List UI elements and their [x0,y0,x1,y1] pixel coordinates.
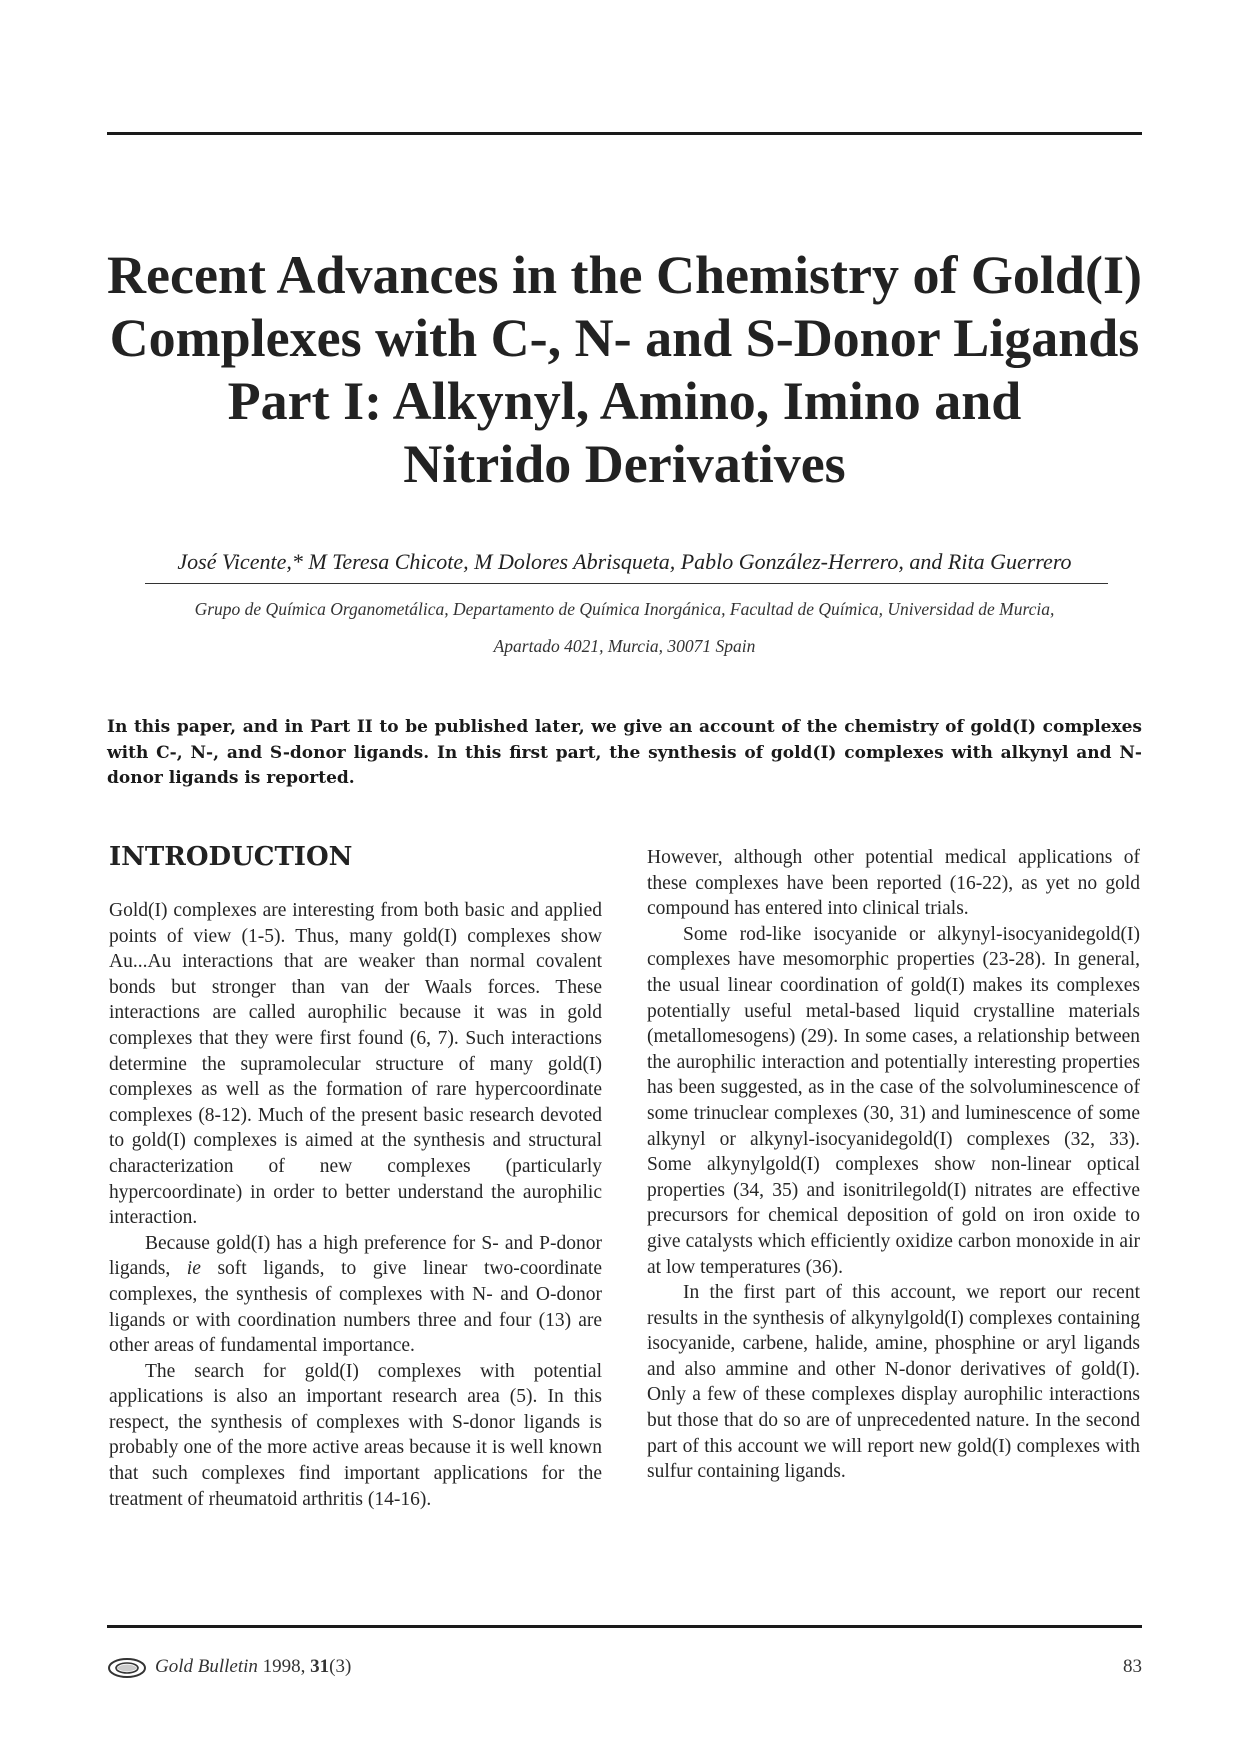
journal-issue: (3) [329,1656,352,1677]
journal-year: 1998, [262,1656,306,1677]
top-rule [107,132,1142,135]
journal-citation [155,1656,351,1678]
gold-bulletin-logo-icon [107,1657,147,1679]
paragraph-text: soft ligands, to give linear two-coordinate complexes, the synthesis of complexes with N- and O-donor ligands or with coordination numbers three and four (13) are other areas of fundamental importance. [109,1258,602,1357]
paragraph [109,1231,602,1359]
author-list [107,549,1142,575]
title-line-4: Nitrido Derivatives [403,434,846,495]
affiliation [107,591,1142,665]
affiliation-line-2: Apartado 4021, Murcia, 30071 Spain [493,636,756,656]
affiliation-rule [145,583,1108,584]
paragraph-text: Because gold(I) has a high preference for S- and P-donor ligands, [109,1232,602,1280]
journal-volume: 31 [310,1656,330,1677]
paragraph: Some rod-like isocyanide or alkynyl-isocyanidegold(I) complexes have mesomorphic properties (23-28). In general, the usual linear coordination of gold(I) makes its complexes potentially useful metal-based liquid crystalline materials (metallomesogens) (29). In some cases, a relationship between the aurophilic interaction and potentially interesting properties has been suggested, as in the case of the solvoluminescence of some trinuclear complexes (30, 31) and luminescence of some alkynyl or alkynyl-isocyanidegold(I) complexes (32, 33). Some alkynylgold(I) complexes show non-linear optical properties (34, 35) and isonitrilegold(I) nitrates are effective precursors for chemical deposition of gold on iron oxide to give catalysts which efficiently oxidize carbon monoxide in air at low temperatures (36). [647,923,1140,1278]
bottom-rule [107,1625,1142,1628]
paragraph: In the first part of this account, we report our recent results in the synthesis of alkynylgold(I) complexes containing isocyanide, carbene, halide, amine, phosphine or aryl ligands and also ammine and other N-donor derivatives of gold(I). Only a few of these complexes display aurophilic interactions but those that do so are of unprecedented nature. In the second part of this account we will report new gold(I) complexes with sulfur containing ligands. [647,1282,1140,1483]
emphasis: ie [186,1258,201,1280]
section-heading: INTRODUCTION [109,842,353,872]
article-title [107,244,1142,496]
journal-name: Gold Bulletin [155,1656,258,1677]
title-line-1: Recent Advances in the Chemistry of Gold(I) [107,245,1142,306]
paragraph: Gold(I) complexes are interesting from both basic and applied points of view (1-5). Thus, many gold(I) complexes show Au...Au interactions that are weaker than normal covalent bonds but stronger than van der Waals forces. These interactions are called aurophilic because it was in gold complexes that they were first found (6, 7). Such interactions determine the supramolecular structure of many gold(I) complexes as well as the formation of rare hypercoordinate complexes (8-12). Much of the present basic research devoted to gold(I) complexes is aimed at the synthesis and structural characterization of new complexes (particularly hypercoordinate) in order to better understand the aurophilic interaction. [109,900,602,1229]
page-number: 83 [1123,1656,1142,1677]
abstract: In this paper, and in Part II to be published later, we give an account of the chemistry of gold(I) complexes with C-, N-, and S-donor ligands. In this first part, the synthesis of gold(I) complexes with alkynyl and N-donor ligands is reported. [107,717,1142,788]
title-line-3: Part I: Alkynyl, Amino, Imino and [227,371,1022,432]
paragraph: However, although other potential medical applications of these complexes have been reported (16-22), as yet no gold compound has entered into clinical trials. [647,847,1140,920]
left-column [109,898,602,1512]
affiliation-line-1: Grupo de Química Organometálica, Departamento de Química Inorgánica, Facultad de Química, Universidad de Murcia, [194,599,1055,619]
authors-text: José Vicente,* M Teresa Chicote, M Dolores Abrisqueta, Pablo González-Herrero, and Rita Guerrero [177,549,1072,574]
title-line-2: Complexes with C-, N- and S-Donor Ligands [109,308,1140,369]
right-column [647,845,1140,1485]
page-footer [107,1655,1142,1685]
paragraph: The search for gold(I) complexes with potential applications is also an important research area (5). In this respect, the synthesis of complexes with S-donor ligands is probably one of the more active areas because it is well known that such complexes find important applications for the treatment of rheumatoid arthritis (14-16). [109,1360,602,1510]
